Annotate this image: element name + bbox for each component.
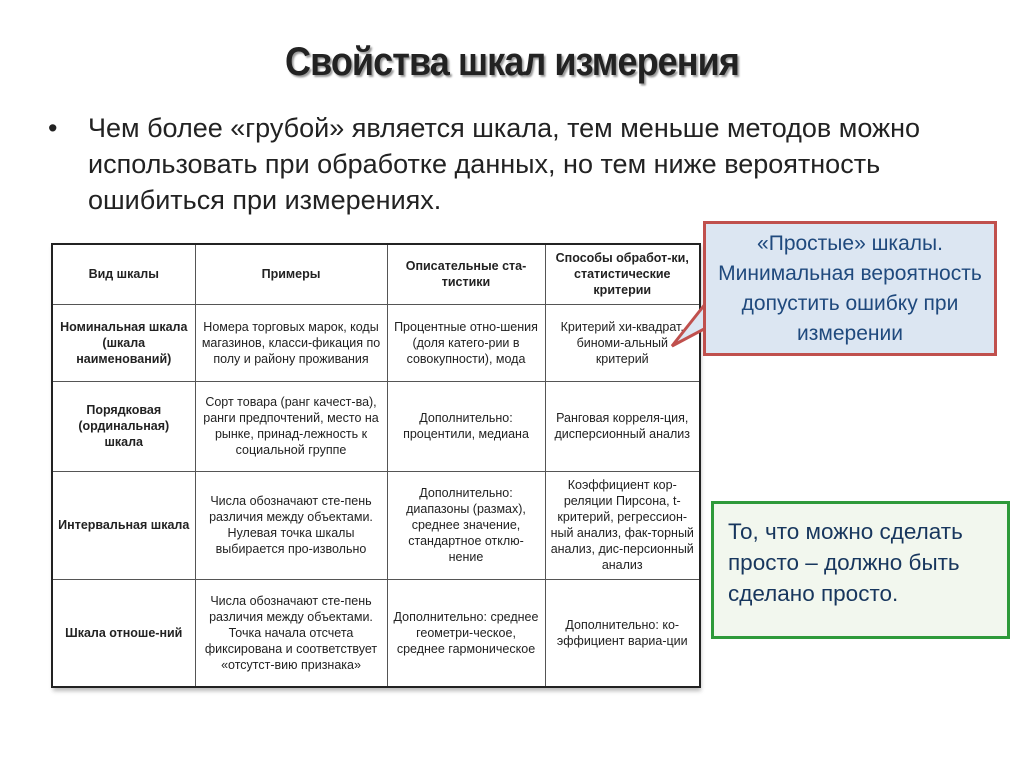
table-cell: Процентные отно-шения (доля катего-рии в совокупности), мода	[387, 304, 545, 381]
table-cell: Дополнительно: среднее геометри-ческое, среднее гармоническое	[387, 579, 545, 687]
table-cell: Дополнительно: ко-эффициент вариа-ции	[545, 579, 700, 687]
bullet-text: Чем более «грубой» является шкала, тем меньше методов можно использовать при обработке данных, но тем ниже вероятность ошибиться при измерениях.	[88, 113, 921, 215]
table-cell: Дополнительно: диапазоны (размах), среднее значение, стандартное отклю-нение	[387, 471, 545, 579]
table-cell: Числа обозначают сте-пень различия между объектами. Точка начала отсчета фиксирована и соответствует «отсутст-вию признака»	[195, 579, 387, 687]
simplicity-callout-text: То, что можно сделать просто – должно быть сделано просто.	[728, 519, 963, 606]
simple-scales-callout	[703, 221, 997, 356]
table-cell: Коэффициент кор-реляции Пирсона, t-критерий, регрессион-ный анализ, фак-торный анализ, дис-персионный анализ	[545, 471, 700, 579]
table-cell: Ранговая корреля-ция, дисперсионный анализ	[545, 381, 700, 471]
table-row	[52, 381, 700, 471]
table-cell: Дополнительно: процентили, медиана	[387, 381, 545, 471]
table-row	[52, 579, 700, 687]
table-cell: Порядковая (ординальная) шкала	[52, 381, 195, 471]
slide-title: Свойства шкал измерения	[284, 40, 739, 84]
table-cell: Номинальная шкала (шкала наименований)	[52, 304, 195, 381]
simplicity-callout	[711, 501, 1010, 639]
bullet-dot-icon: •	[48, 113, 58, 143]
simple-scales-callout-text: «Простые» шкалы. Минимальная вероятность допустить ошибку при измерении	[718, 231, 982, 345]
header-cell: Вид шкалы	[52, 244, 195, 304]
header-cell: Примеры	[195, 244, 387, 304]
table-cell: Номера торговых марок, коды магазинов, класси-фикация по полу и району проживания	[195, 304, 387, 381]
table-header-row	[52, 244, 700, 304]
table-row	[52, 471, 700, 579]
table-cell: Критерий хи-квадрат, биноми-альный критерий	[545, 304, 700, 381]
table-cell: Сорт товара (ранг качест-ва), ранги предпочтений, место на рынке, принад-лежность к социальной группе	[195, 381, 387, 471]
header-cell: Способы обработ-ки, статистические критерии	[545, 244, 700, 304]
table-cell: Шкала отноше-ний	[52, 579, 195, 687]
table-row	[52, 304, 700, 381]
table-cell: Интервальная шкала	[52, 471, 195, 579]
header-cell: Описательные ста-тистики	[387, 244, 545, 304]
scales-table	[51, 243, 699, 688]
table-cell: Числа обозначают сте-пень различия между объектами. Нулевая точка шкалы выбирается про-извольно	[195, 471, 387, 579]
